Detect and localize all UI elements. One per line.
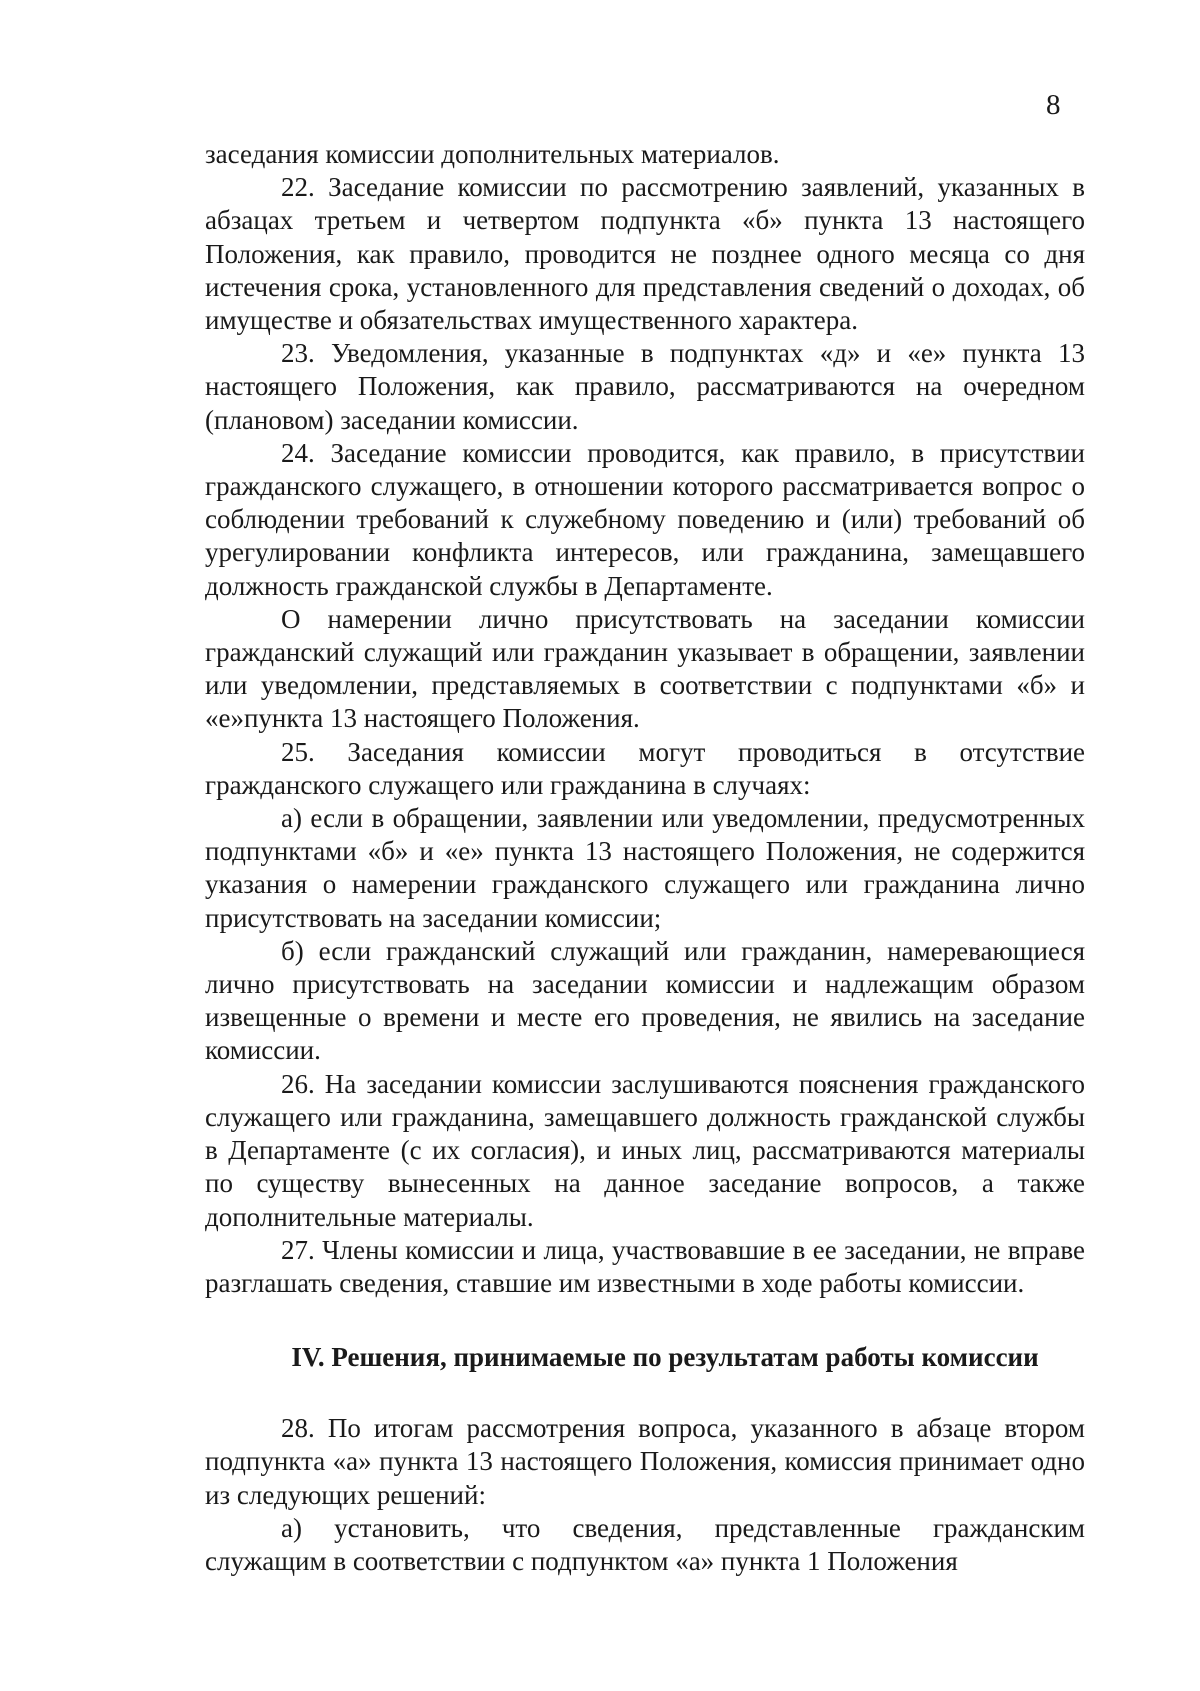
section-heading: IV. Решения, принимаемые по результатам работы комиссии [291, 1342, 1039, 1373]
paragraph-continuation: заседания комиссии дополнительных материалов. [205, 139, 780, 169]
paragraph-25: 25. Заседания комиссии могут проводиться в отсутствие гражданского служащего или гражданина в случаях: [205, 736, 1085, 800]
paragraph-22: 22. Заседание комиссии по рассмотрению заявлений, указанных в абзацах третьем и четвертом подпункта «б» пункта 13 настоящего Положения, как правило, проводится не позднее одного месяца со дня истечения срока, установленного для представления сведений о доходах, об имуществе и обязательствах имущественного характера. [205, 172, 1085, 336]
paragraph-25-b: б) если гражданский служащий или гражданин, намеревающиеся лично присутствовать на заседании комиссии и надлежащим образом извещенные о времени и месте его проведения, не явились на заседание комиссии. [205, 935, 1085, 1066]
paragraph-28-a: а) установить, что сведения, представленные гражданским служащим в соответствии с подпунктом «а» пункта 1 Положения [205, 1512, 1085, 1576]
document-body [205, 138, 1085, 1578]
paragraph-24-intention: О намерении лично присутствовать на заседании комиссии гражданский служащий или гражданин указывает в обращении, заявлении или уведомлении, представляемых в соответствии с подпунктами «б» и «е»пункта 13 настоящего Положения. [205, 603, 1085, 734]
paragraph-23: 23. Уведомления, указанные в подпунктах «д» и «е» пункта 13 настоящего Положения, как правило, рассматриваются на очередном (плановом) заседании комиссии. [205, 338, 1085, 435]
paragraph-25-a: а) если в обращении, заявлении или уведомлении, предусмотренных подпунктами «б» и «е» пункта 13 настоящего Положения, не содержится указания о намерении гражданского служащего или гражданина лично присутствовать на заседании комиссии; [205, 803, 1085, 933]
paragraph-26: 26. На заседании комиссии заслушиваются пояснения гражданского служащего или гражданина, замещавшего должность гражданской службы в Департаменте (с их согласия), и иных лиц, рассматриваются материалы по существу вынесенных на данное заседание вопросов, а также дополнительные материалы. [205, 1068, 1085, 1232]
page-number: 8 [1046, 89, 1061, 121]
paragraph-27: 27. Члены комиссии и лица, участвовавшие в ее заседании, не вправе разглашать сведения, ставшие им известными в ходе работы комиссии. [205, 1234, 1085, 1298]
paragraph-24: 24. Заседание комиссии проводится, как правило, в присутствии гражданского служащего, в отношении которого рассматривается вопрос о соблюдении требований к служебному поведению и (или) требований об урегулировании конфликта интересов, или гражданина, замещавшего должность гражданской службы в Департаменте. [205, 437, 1085, 601]
paragraph-28: 28. По итогам рассмотрения вопроса, указанного в абзаце втором подпункта «а» пункта 13 настоящего Положения, комиссия принимает одно из следующих решений: [205, 1413, 1085, 1510]
